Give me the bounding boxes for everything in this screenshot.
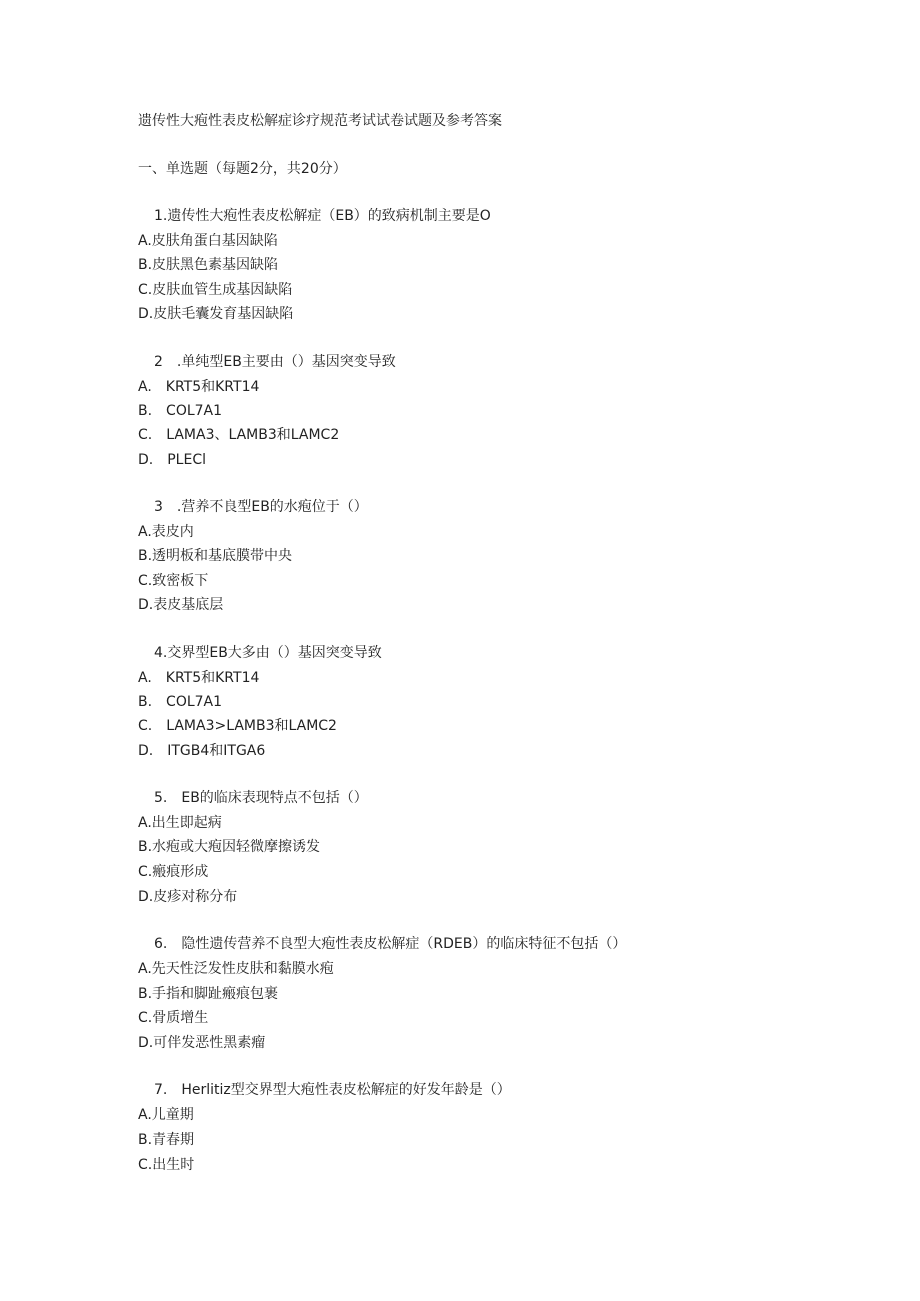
question-7-option-b: B.青春期 bbox=[138, 1132, 195, 1148]
question-7-option-a: A.儿童期 bbox=[138, 1107, 194, 1123]
question-7-option-c: C.出生时 bbox=[138, 1157, 195, 1173]
question-2-option-a: A. KRT5和KRT14 bbox=[138, 379, 260, 395]
question-2-stem: 2 .单纯型EB主要由（）基因突变导致 bbox=[154, 354, 396, 370]
question-1-stem: 1.遗传性大疱性表皮松解症（EB）的致病机制主要是O bbox=[154, 208, 491, 224]
question-4-option-d: D. ITGB4和ITGA6 bbox=[138, 743, 266, 759]
question-6-option-b: B.手指和脚趾瘢痕包裹 bbox=[138, 986, 279, 1002]
question-1-option-a: A.皮肤角蛋白基因缺陷 bbox=[138, 233, 278, 249]
question-4-option-a: A. KRT5和KRT14 bbox=[138, 670, 260, 686]
question-6-option-d: D.可伴发恶性黑素瘤 bbox=[138, 1035, 266, 1051]
question-2-option-d: D. PLECl bbox=[138, 452, 206, 468]
question-1-option-b: B.皮肤黑色素基因缺陷 bbox=[138, 257, 279, 273]
question-4-option-c: C. LAMA3>LAMB3和LAMC2 bbox=[138, 718, 337, 734]
question-4-option-b: B. COL7A1 bbox=[138, 694, 223, 710]
document-title: 遗传性大疱性表皮松解症诊疗规范考试试卷试题及参考答案 bbox=[138, 113, 502, 129]
question-3-option-a: A.表皮内 bbox=[138, 524, 194, 540]
question-5-option-b: B.水疱或大疱因轻微摩擦诱发 bbox=[138, 839, 321, 855]
question-5-stem: 5. EB的临床表现特点不包括（） bbox=[154, 790, 368, 806]
question-3-option-c: C.致密板下 bbox=[138, 573, 209, 589]
question-2-option-c: C. LAMA3、LAMB3和LAMC2 bbox=[138, 427, 340, 443]
question-1-option-d: D.皮肤毛囊发育基因缺陷 bbox=[138, 306, 294, 322]
question-3-option-d: D.表皮基底层 bbox=[138, 597, 224, 613]
question-1-option-c: C.皮肤血管生成基因缺陷 bbox=[138, 282, 293, 298]
question-6-option-c: C.骨质增生 bbox=[138, 1010, 209, 1026]
question-3-option-b: B.透明板和基底膜带中央 bbox=[138, 548, 293, 564]
question-5-option-a: A.出生即起病 bbox=[138, 815, 222, 831]
question-2-option-b: B. COL7A1 bbox=[138, 403, 223, 419]
question-6-stem: 6. 隐性遗传营养不良型大疱性表皮松解症（RDEB）的临床特征不包括（） bbox=[154, 936, 627, 952]
section-heading: 一、单选题（每题2分，共20分） bbox=[138, 161, 347, 177]
question-4-stem: 4.交界型EB大多由（）基因突变导致 bbox=[154, 645, 382, 661]
question-7-stem: 7. Herlitiz型交界型大疱性表皮松解症的好发年龄是（） bbox=[154, 1082, 511, 1098]
question-5-option-c: C.瘢痕形成 bbox=[138, 864, 209, 880]
question-3-stem: 3 .营养不良型EB的水疱位于（） bbox=[154, 499, 368, 515]
question-5-option-d: D.皮疹对称分布 bbox=[138, 889, 238, 905]
question-6-option-a: A.先天性泛发性皮肤和黏膜水疱 bbox=[138, 961, 334, 977]
